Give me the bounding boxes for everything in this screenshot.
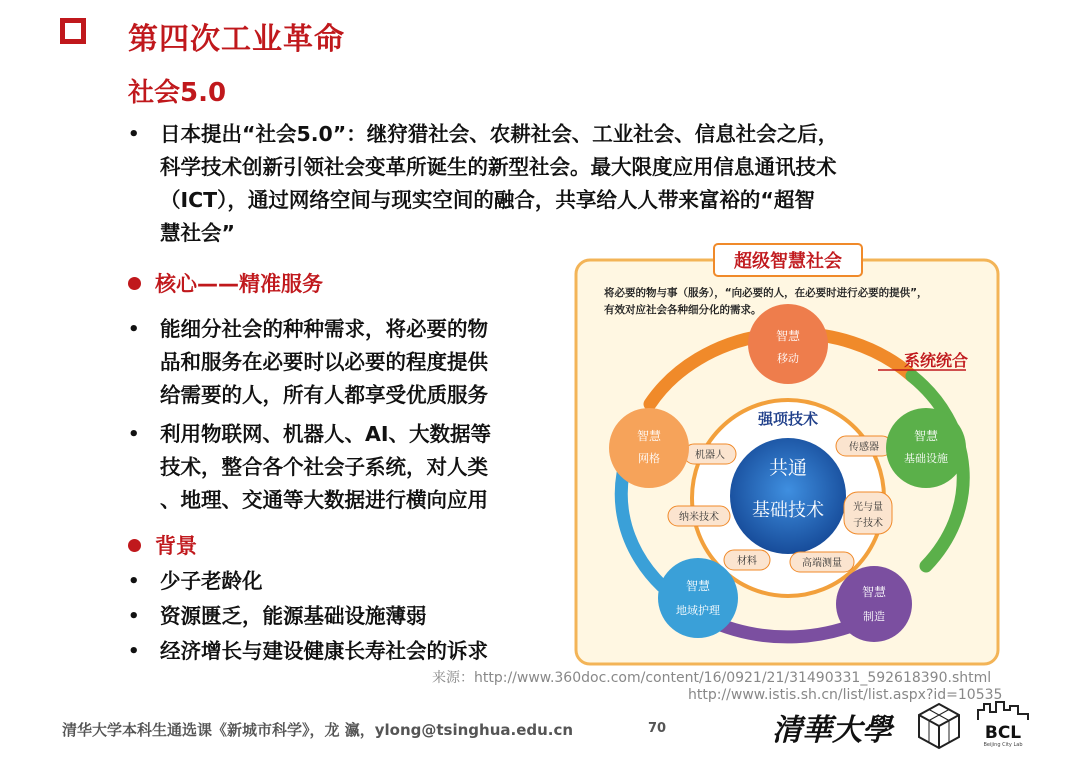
source-link-2[interactable]: http://www.istis.sh.cn/list/list.aspx?id=10535 <box>688 687 1003 703</box>
bullet-dot-icon: • <box>128 606 140 627</box>
bullet-dot-icon: • <box>128 641 140 662</box>
center-line-2: 基础技术 <box>752 500 824 521</box>
bullet-dot-icon: • <box>128 571 140 592</box>
background-bullet <box>128 635 568 668</box>
core-bullet-line: 品和服务在必要时以必要的程度提供 <box>160 350 488 374</box>
core-bullet-line: 利用物联网、机器人、AI、大数据等 <box>160 422 491 446</box>
source-link-1[interactable]: 来源：http://www.360doc.com/content/16/0921/21/31490331_592618390.shtml <box>432 670 992 686</box>
smart-node-manufacturing <box>836 566 912 642</box>
intro-line: （ICT），通过网络空间与现实空间的融合，共享给人人带来富裕的“超智 <box>160 188 815 212</box>
background-bullet-text: 经济增长与建设健康长寿社会的诉求 <box>160 639 488 663</box>
core-heading <box>128 268 323 298</box>
diagram-desc-line: 有效对应社会各种细分化的需求。 <box>604 304 762 316</box>
center-circle <box>730 438 846 554</box>
svg-text:基础设施: 基础设施 <box>904 452 948 465</box>
svg-text:制造: 制造 <box>863 610 885 623</box>
smart-node-infrastructure <box>886 408 966 488</box>
svg-text:智慧: 智慧 <box>636 429 662 443</box>
super-smart-society-diagram <box>574 236 1000 666</box>
smart-node-grid <box>609 408 689 488</box>
tech-pill-nano <box>668 506 730 526</box>
core-bullet-line: 、地理、交通等大数据进行横向应用 <box>160 488 488 512</box>
svg-text:高端测量: 高端测量 <box>802 558 842 569</box>
svg-text:地域护理: 地域护理 <box>676 604 720 617</box>
background-bullet <box>128 600 568 633</box>
background-bullet <box>128 565 568 598</box>
core-bullet-2 <box>128 418 568 517</box>
core-heading-text: 核心——精准服务 <box>155 272 323 296</box>
background-bullet-text: 少子老龄化 <box>160 569 263 593</box>
svg-text:网格: 网格 <box>638 452 660 465</box>
system-integration-label: 系统统合 <box>904 351 969 370</box>
tech-pill-sensor <box>836 436 892 456</box>
red-bullet-icon <box>128 277 141 290</box>
background-heading <box>128 530 197 560</box>
bullet-dot-icon: • <box>128 424 140 445</box>
tech-pill-photon-quantum <box>844 492 892 534</box>
diagram-header: 超级智慧社会 <box>734 251 842 272</box>
tech-pill-robot <box>684 444 736 464</box>
page-subtitle: 社会5.0 <box>128 78 227 108</box>
bullet-dot-icon: • <box>128 124 140 145</box>
smart-node-regional-care <box>658 558 738 638</box>
bullet-dot-icon: • <box>128 319 140 340</box>
intro-line: 科学技术创新引领社会变革所诞生的新型社会。最大限度应用信息通讯技术 <box>160 155 837 179</box>
svg-text:子技术: 子技术 <box>853 518 883 529</box>
svg-text:传感器: 传感器 <box>849 442 879 453</box>
svg-text:Beijing City Lab: Beijing City Lab <box>983 742 1023 748</box>
svg-text:智慧: 智慧 <box>861 585 887 599</box>
svg-text:智慧: 智慧 <box>685 579 711 593</box>
tech-pill-measurement <box>790 552 854 572</box>
core-bullet-line: 技术，整合各个社会子系统，对人类 <box>160 455 488 479</box>
core-tech-label: 强项技术 <box>757 410 819 428</box>
title-square-icon <box>60 18 86 44</box>
svg-text:光与量: 光与量 <box>853 502 883 513</box>
tech-pill-material <box>724 550 770 570</box>
background-bullet-text: 资源匮乏，能源基础设施薄弱 <box>160 604 427 628</box>
svg-text:智慧: 智慧 <box>913 429 939 443</box>
footer-course-info: 清华大学本科生通选课《新城市科学》，龙 瀛，ylong@tsinghua.edu.cn <box>62 721 574 739</box>
svg-text:清華大學: 清華大學 <box>772 713 892 748</box>
intro-line: 慧社会” <box>160 221 235 245</box>
core-bullet-line: 给需要的人，所有人都享受优质服务 <box>160 383 488 407</box>
center-line-1: 共通 <box>768 457 808 479</box>
tsinghua-logo <box>768 704 896 750</box>
smart-node-mobility <box>748 304 828 384</box>
core-bullet-line: 能细分社会的种种需求，将必要的物 <box>160 317 488 341</box>
page-number: 70 <box>648 721 667 736</box>
background-heading-text: 背景 <box>155 534 197 558</box>
svg-text:材料: 材料 <box>737 556 757 567</box>
svg-text:BCL: BCL <box>984 723 1022 743</box>
svg-text:移动: 移动 <box>777 352 799 365</box>
svg-text:智慧: 智慧 <box>775 329 801 343</box>
red-bullet-icon <box>128 539 141 552</box>
diagram-desc-line: 将必要的物与事（服务），“向必要的人，在必要时进行必要的提供”， <box>604 287 928 299</box>
svg-text:纳米技术: 纳米技术 <box>679 512 719 523</box>
intro-bullet <box>128 118 988 250</box>
page-title: 第四次工业革命 <box>128 22 345 57</box>
cube-logo-icon <box>914 700 964 750</box>
intro-line: 日本提出“社会5.0”：继狩猎社会、农耕社会、工业社会、信息社会之后， <box>160 122 839 146</box>
core-bullet-1 <box>128 313 568 412</box>
svg-text:机器人: 机器人 <box>695 450 725 461</box>
bcl-logo <box>974 698 1032 748</box>
